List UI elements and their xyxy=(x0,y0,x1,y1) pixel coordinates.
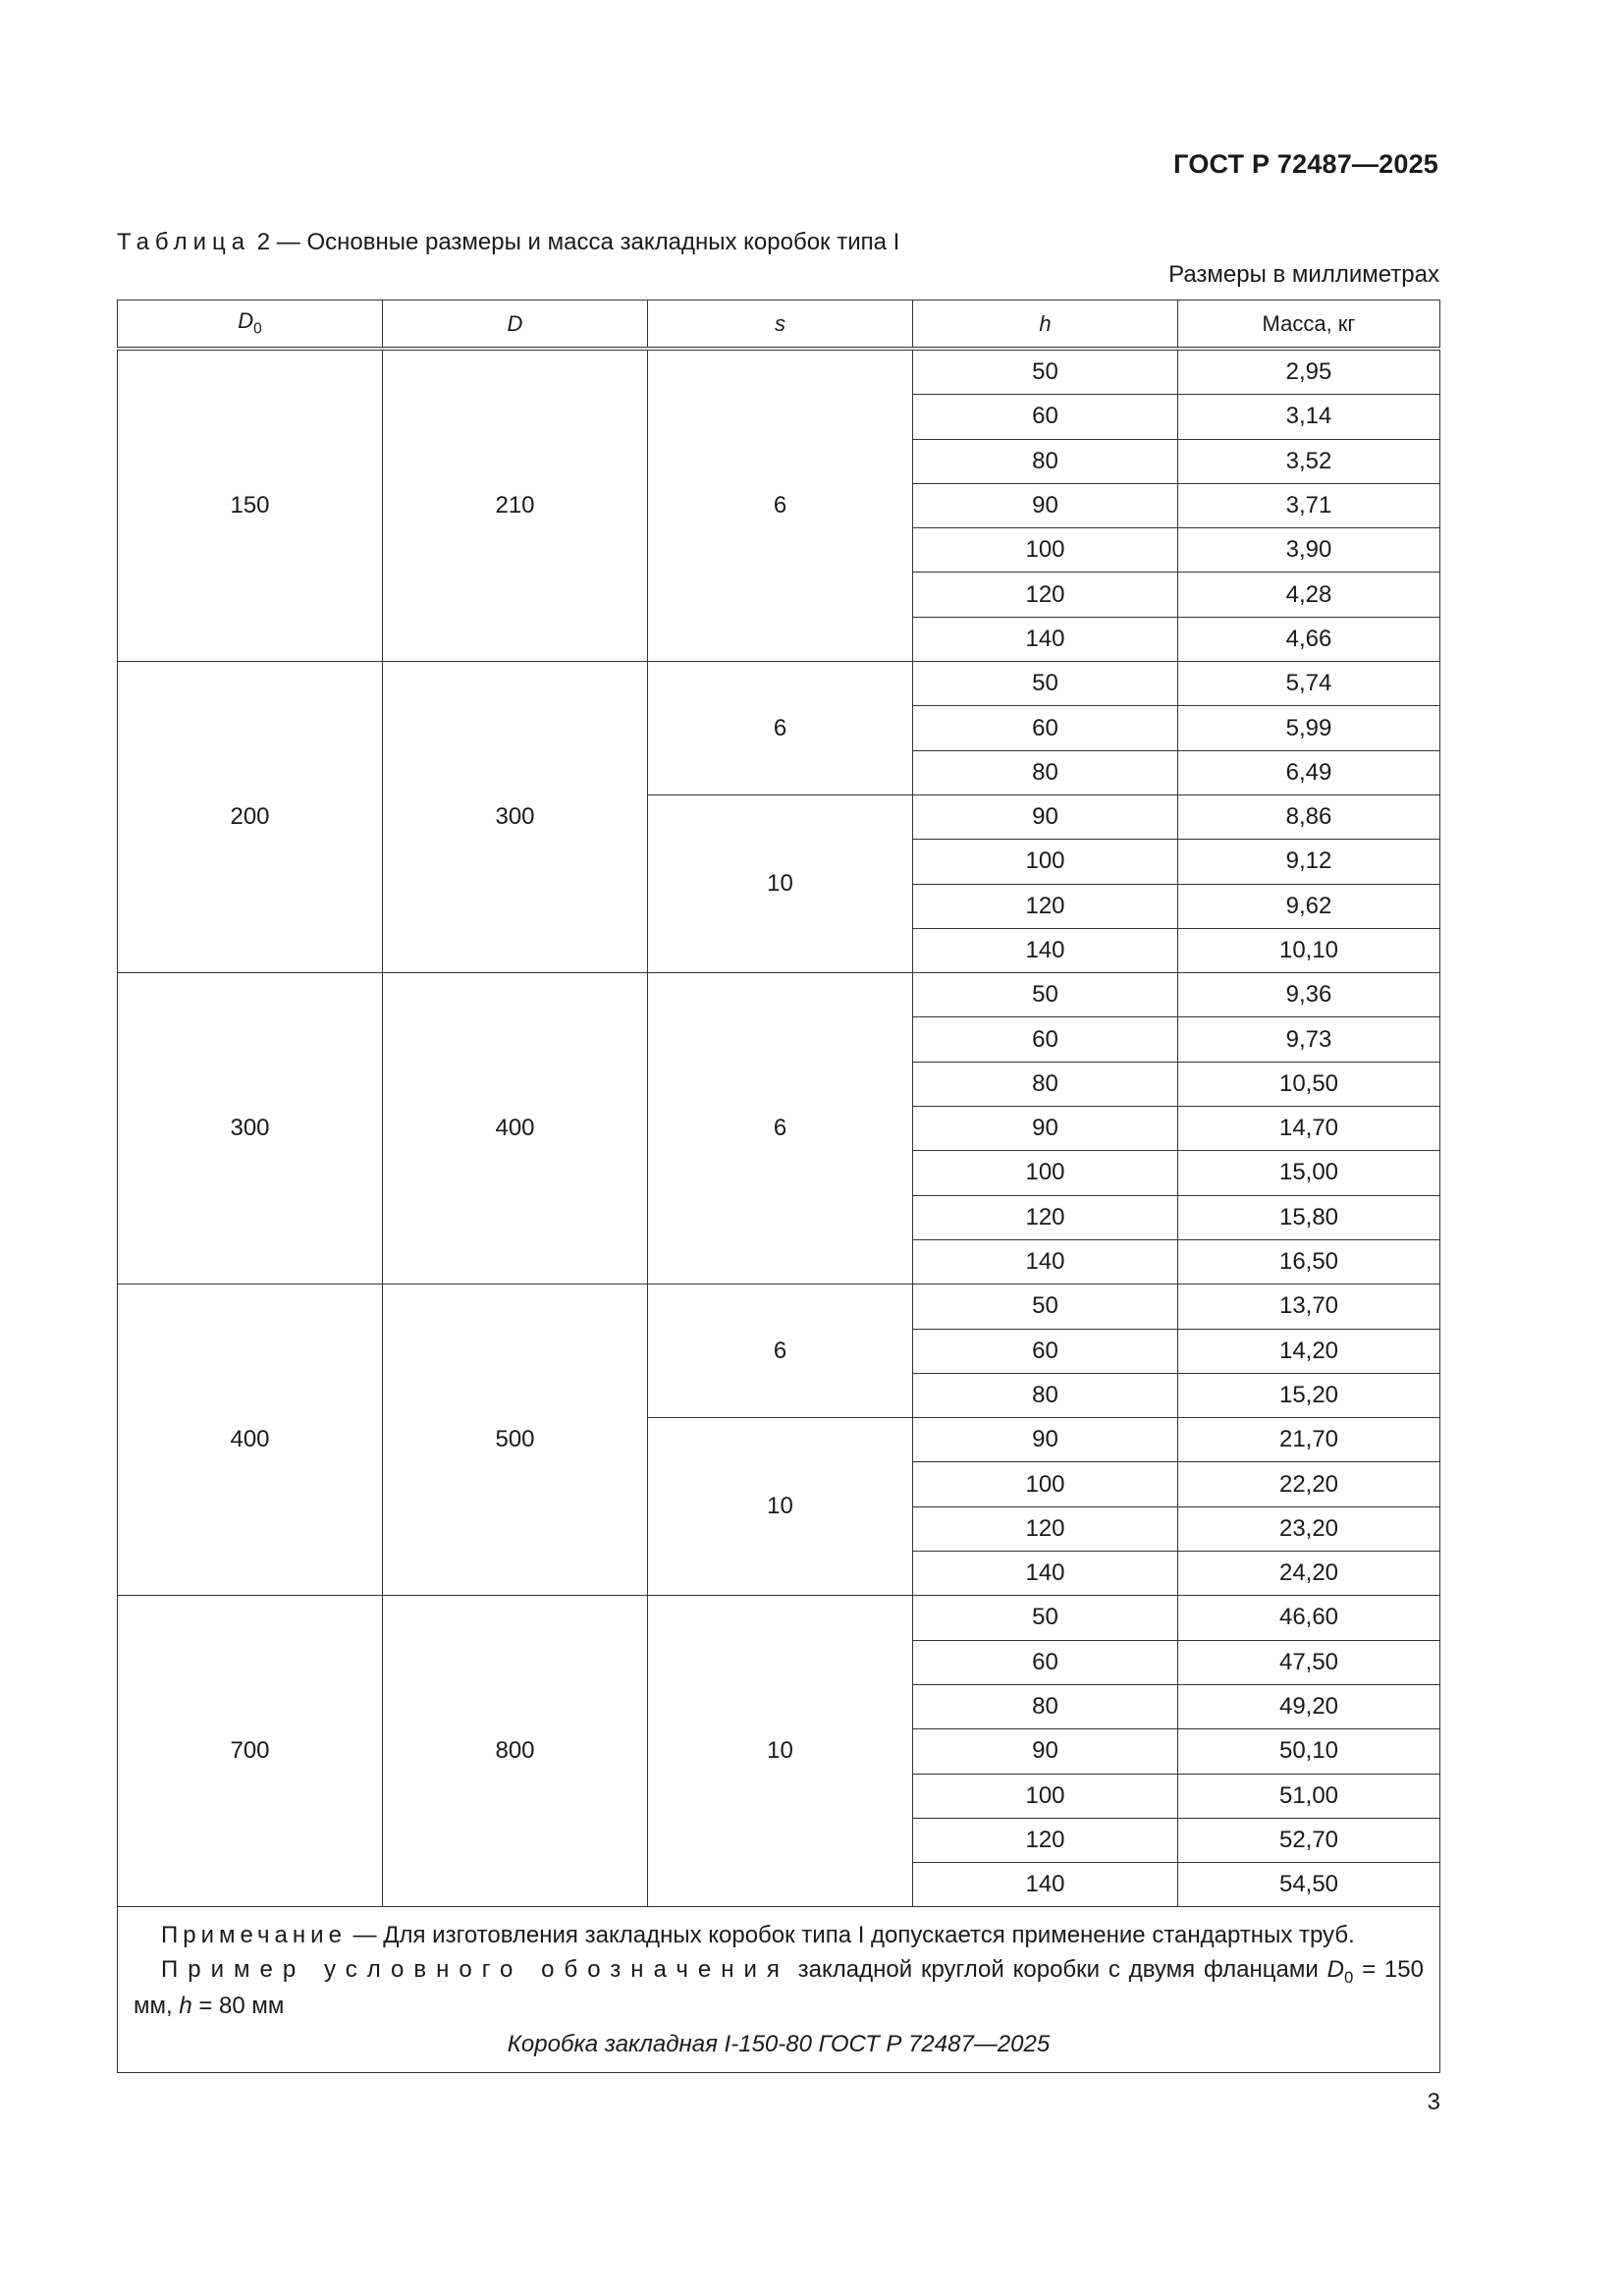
cell-s: 6 xyxy=(648,349,913,662)
cell-mass: 16,50 xyxy=(1178,1239,1440,1284)
cell-s: 6 xyxy=(648,662,913,795)
cell-h: 60 xyxy=(913,706,1178,750)
note-text: — Для изготовления закладных коробок типа I допускается применение стандартных труб. xyxy=(352,1922,1355,1949)
cell-mass: 46,60 xyxy=(1178,1596,1440,1640)
cell-mass: 15,20 xyxy=(1178,1373,1440,1417)
cell-mass: 13,70 xyxy=(1178,1285,1440,1329)
cell-h: 50 xyxy=(913,349,1178,395)
cell-mass: 8,86 xyxy=(1178,794,1440,839)
cell-d0: 150 xyxy=(118,349,383,662)
cell-h: 90 xyxy=(913,1107,1178,1151)
table-row xyxy=(118,1285,1440,1329)
header-d: D xyxy=(383,301,648,350)
notes-row xyxy=(118,1907,1440,2073)
cell-s: 6 xyxy=(648,1285,913,1418)
cell-mass: 9,73 xyxy=(1178,1017,1440,1062)
standard-number: ГОСТ Р 72487—2025 xyxy=(1173,149,1438,179)
table-caption-text: 2 — Основные размеры и масса закладных коробок типа I xyxy=(256,229,900,255)
cell-h: 80 xyxy=(913,750,1178,794)
cell-h: 60 xyxy=(913,395,1178,439)
cell-h: 100 xyxy=(913,840,1178,884)
cell-h: 80 xyxy=(913,1373,1178,1417)
table-row xyxy=(118,973,1440,1017)
table-row xyxy=(118,349,1440,395)
cell-mass: 2,95 xyxy=(1178,349,1440,395)
cell-mass: 3,14 xyxy=(1178,395,1440,439)
header-mass: Масса, кг xyxy=(1178,301,1440,350)
cell-h: 50 xyxy=(913,973,1178,1017)
dimensions-table xyxy=(117,300,1440,2073)
cell-mass: 4,28 xyxy=(1178,573,1440,617)
cell-h: 120 xyxy=(913,1818,1178,1862)
cell-mass: 15,80 xyxy=(1178,1195,1440,1239)
cell-h: 120 xyxy=(913,884,1178,928)
cell-h: 100 xyxy=(913,1774,1178,1818)
cell-h: 80 xyxy=(913,439,1178,483)
notes-cell xyxy=(118,1907,1440,2073)
cell-mass: 9,36 xyxy=(1178,973,1440,1017)
cell-h: 120 xyxy=(913,1506,1178,1551)
cell-d0: 300 xyxy=(118,973,383,1285)
cell-mass: 49,20 xyxy=(1178,1684,1440,1728)
cell-h: 90 xyxy=(913,483,1178,527)
note-paragraph xyxy=(134,1919,1424,1953)
cell-mass: 22,20 xyxy=(1178,1462,1440,1506)
cell-h: 100 xyxy=(913,528,1178,573)
page-number: 3 xyxy=(1427,2089,1440,2115)
cell-mass: 3,52 xyxy=(1178,439,1440,483)
table-body xyxy=(118,349,1440,1907)
table-caption xyxy=(117,229,899,256)
cell-d0: 400 xyxy=(118,1285,383,1596)
cell-d: 210 xyxy=(383,349,648,662)
cell-h: 50 xyxy=(913,662,1178,706)
header-s: s xyxy=(648,301,913,350)
cell-mass: 10,10 xyxy=(1178,928,1440,972)
table-header-row xyxy=(118,301,1440,350)
cell-mass: 47,50 xyxy=(1178,1640,1440,1684)
cell-d0: 700 xyxy=(118,1596,383,1907)
header-d0: $D_0$ xyxy=(118,301,383,350)
cell-mass: 3,90 xyxy=(1178,528,1440,573)
table-row xyxy=(118,662,1440,706)
cell-h: 140 xyxy=(913,617,1178,661)
cell-mass: 24,20 xyxy=(1178,1552,1440,1596)
header-h: h xyxy=(913,301,1178,350)
example-paragraph: Пример условного обозначения закладной круглой коробки с двумя фланцами $D_0 = 150$ мм, h = 80 мм xyxy=(134,1956,1424,2020)
cell-h: 60 xyxy=(913,1329,1178,1373)
cell-h: 90 xyxy=(913,794,1178,839)
cell-d: 500 xyxy=(383,1285,648,1596)
cell-mass: 54,50 xyxy=(1178,1863,1440,1907)
cell-mass: 23,20 xyxy=(1178,1506,1440,1551)
example-d0-value: = 150 мм, xyxy=(134,1956,1424,2020)
cell-h: 60 xyxy=(913,1640,1178,1684)
cell-mass: 3,71 xyxy=(1178,483,1440,527)
cell-mass: 5,99 xyxy=(1178,706,1440,750)
cell-d: 300 xyxy=(383,662,648,973)
cell-h: 140 xyxy=(913,1552,1178,1596)
cell-mass: 6,49 xyxy=(1178,750,1440,794)
cell-mass: 5,74 xyxy=(1178,662,1440,706)
cell-mass: 15,00 xyxy=(1178,1151,1440,1195)
cell-d: 800 xyxy=(383,1596,648,1907)
cell-mass: 14,20 xyxy=(1178,1329,1440,1373)
cell-h: 80 xyxy=(913,1062,1178,1106)
cell-mass: 14,70 xyxy=(1178,1107,1440,1151)
example-text: закладной круглой коробки с двумя фланцами xyxy=(797,1956,1319,1984)
cell-s: 10 xyxy=(648,794,913,972)
table-caption-word: Таблица xyxy=(117,229,251,255)
cell-h: 140 xyxy=(913,1863,1178,1907)
example-designation: Коробка закладная I-150-80 ГОСТ Р 72487—2025 xyxy=(507,2031,1051,2058)
cell-mass: 9,62 xyxy=(1178,884,1440,928)
cell-mass: 52,70 xyxy=(1178,1818,1440,1862)
cell-h: 140 xyxy=(913,928,1178,972)
cell-mass: 10,50 xyxy=(1178,1062,1440,1106)
cell-h: 90 xyxy=(913,1729,1178,1774)
cell-s: 6 xyxy=(648,973,913,1285)
cell-s: 10 xyxy=(648,1418,913,1596)
cell-mass: 4,66 xyxy=(1178,617,1440,661)
table-row xyxy=(118,1596,1440,1640)
example-h-value: = 80 мм xyxy=(198,1993,285,2020)
cell-mass: 51,00 xyxy=(1178,1774,1440,1818)
cell-h: 80 xyxy=(913,1684,1178,1728)
cell-d0: 200 xyxy=(118,662,383,973)
note-label: Примечание xyxy=(161,1922,347,1949)
cell-mass: 21,70 xyxy=(1178,1418,1440,1462)
example-h: h xyxy=(179,1993,192,2020)
cell-h: 120 xyxy=(913,1195,1178,1239)
example-d0: D xyxy=(1326,1956,1344,1984)
cell-h: 50 xyxy=(913,1285,1178,1329)
cell-h: 100 xyxy=(913,1151,1178,1195)
example-label: Пример условного обозначения xyxy=(161,1956,789,1984)
cell-h: 90 xyxy=(913,1418,1178,1462)
cell-h: 140 xyxy=(913,1239,1178,1284)
cell-mass: 9,12 xyxy=(1178,840,1440,884)
cell-h: 120 xyxy=(913,573,1178,617)
cell-h: 50 xyxy=(913,1596,1178,1640)
cell-h: 60 xyxy=(913,1017,1178,1062)
cell-s: 10 xyxy=(648,1596,913,1907)
units-note: Размеры в миллиметрах xyxy=(1168,261,1439,288)
cell-h: 100 xyxy=(913,1462,1178,1506)
cell-d: 400 xyxy=(383,973,648,1285)
cell-mass: 50,10 xyxy=(1178,1729,1440,1774)
